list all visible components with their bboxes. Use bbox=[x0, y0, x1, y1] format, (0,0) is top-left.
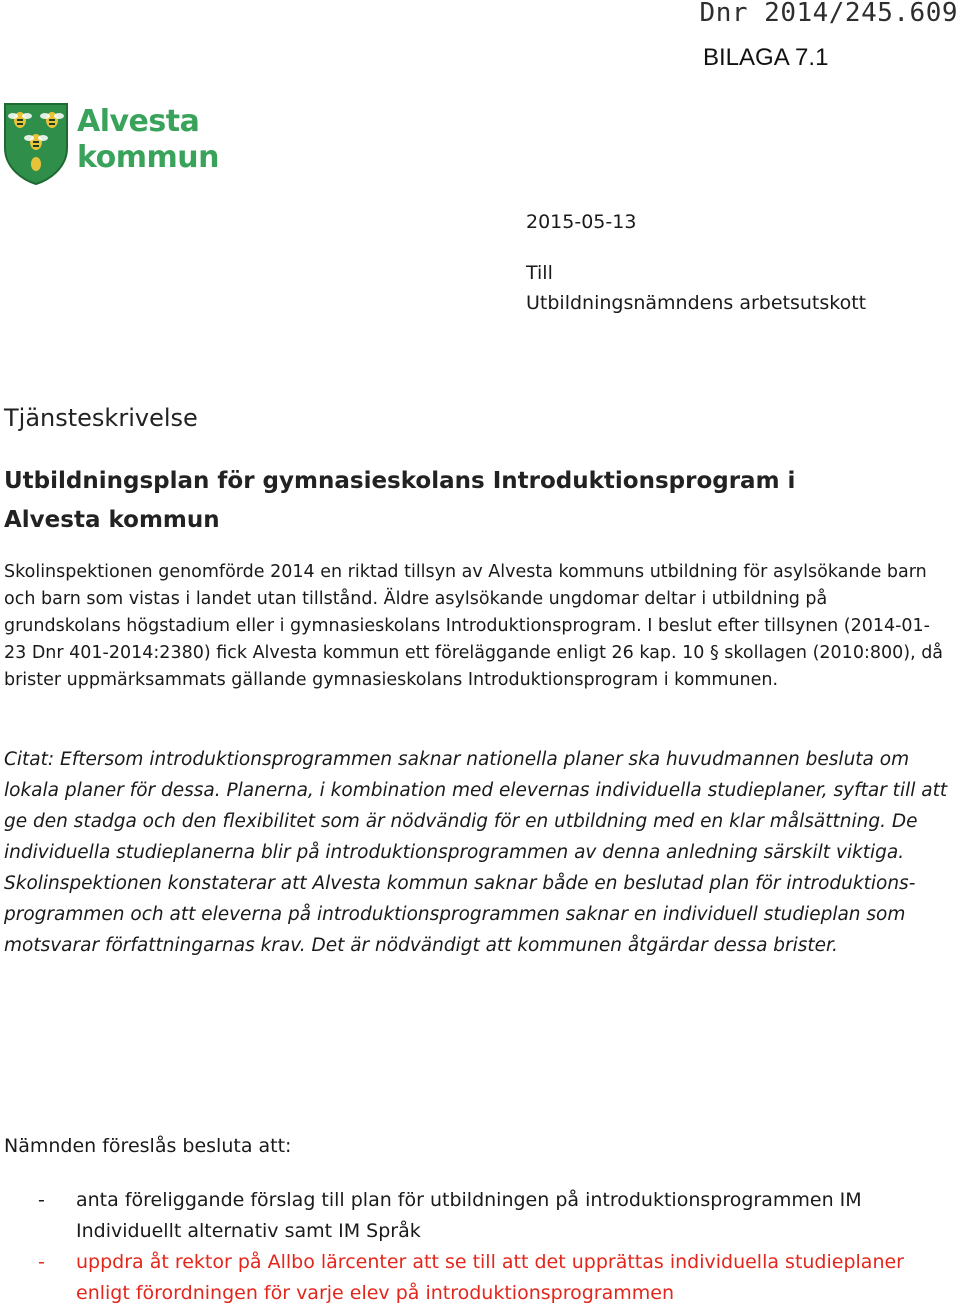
attachment-label: BILAGA 7.1 bbox=[703, 44, 829, 71]
document-date: 2015-05-13 bbox=[526, 211, 637, 233]
list-dash: - bbox=[38, 1189, 45, 1211]
recipient: Utbildningsnämndens arbetsutskott bbox=[526, 292, 867, 314]
logo-word-alvesta: Alvesta bbox=[77, 104, 200, 139]
document-title: Utbildningsplan för gymnasieskolans Introduktionsprogram i Alvesta kommun bbox=[4, 468, 796, 533]
proposal-lead: Nämnden föreslås besluta att: bbox=[4, 1135, 292, 1157]
diary-number: Dnr 2014/245.609 bbox=[699, 0, 958, 28]
proposal-item-text: anta föreliggande förslag till plan för utbildningen på introduktionsprogrammen IM Individuellt alternativ samt IM Språk bbox=[76, 1189, 862, 1242]
proposal-item-text: uppdra åt rektor på Allbo lärcenter att se till att det upprättas individuella studieplaner enligt förordningen för varje elev på introduktionsprogrammen bbox=[76, 1251, 904, 1304]
municipality-logo bbox=[3, 102, 219, 186]
list-dash: - bbox=[38, 1251, 45, 1273]
logo-word-kommun: kommun bbox=[77, 140, 219, 175]
to-label: Till bbox=[526, 262, 553, 284]
coat-of-arms-icon bbox=[3, 102, 69, 186]
document-type: Tjänsteskrivelse bbox=[4, 404, 198, 432]
body-paragraph: Skolinspektionen genomförde 2014 en riktad tillsyn av Alvesta kommuns utbildning för asylsökande barn och barn som vistas i landet utan tillstånd. Äldre asylsökande ungdomar deltar i utbildning på grundskolans högstadium eller i gymnasieskolans Introduktionsprogram. I beslut efter tillsynen (2014-01-23 Dnr 401-2014:2380) fick Alvesta kommun ett föreläggande enligt 26 kap. 10 § skollagen (2010:800), då brister uppmärksammats gällande gymnasieskolans Introduktionsprogram i kommunen. bbox=[4, 562, 944, 690]
inspection-quote: Citat: Eftersom introduktionsprogrammen saknar nationella planer ska huvudmannen besluta om lokala planer för dessa. Planerna, i kombination med elevernas individuella studieplaner, syftar till att ge den stadga och den flexibilitet som är nödvändig för en utbildning med en klar målsättning. De individuella studieplanerna blir på introduktionsprogrammen av denna anledning särskilt viktiga. Skolinspektionen konstaterar att Alvesta kommun saknar både en beslutad plan för introduktions-programmen och att eleverna på introduktionsprogrammen saknar en individuell studieplan som motsvarar författningarnas krav. Det är nödvändigt att kommunen åtgärdar dessa brister. bbox=[4, 749, 948, 956]
